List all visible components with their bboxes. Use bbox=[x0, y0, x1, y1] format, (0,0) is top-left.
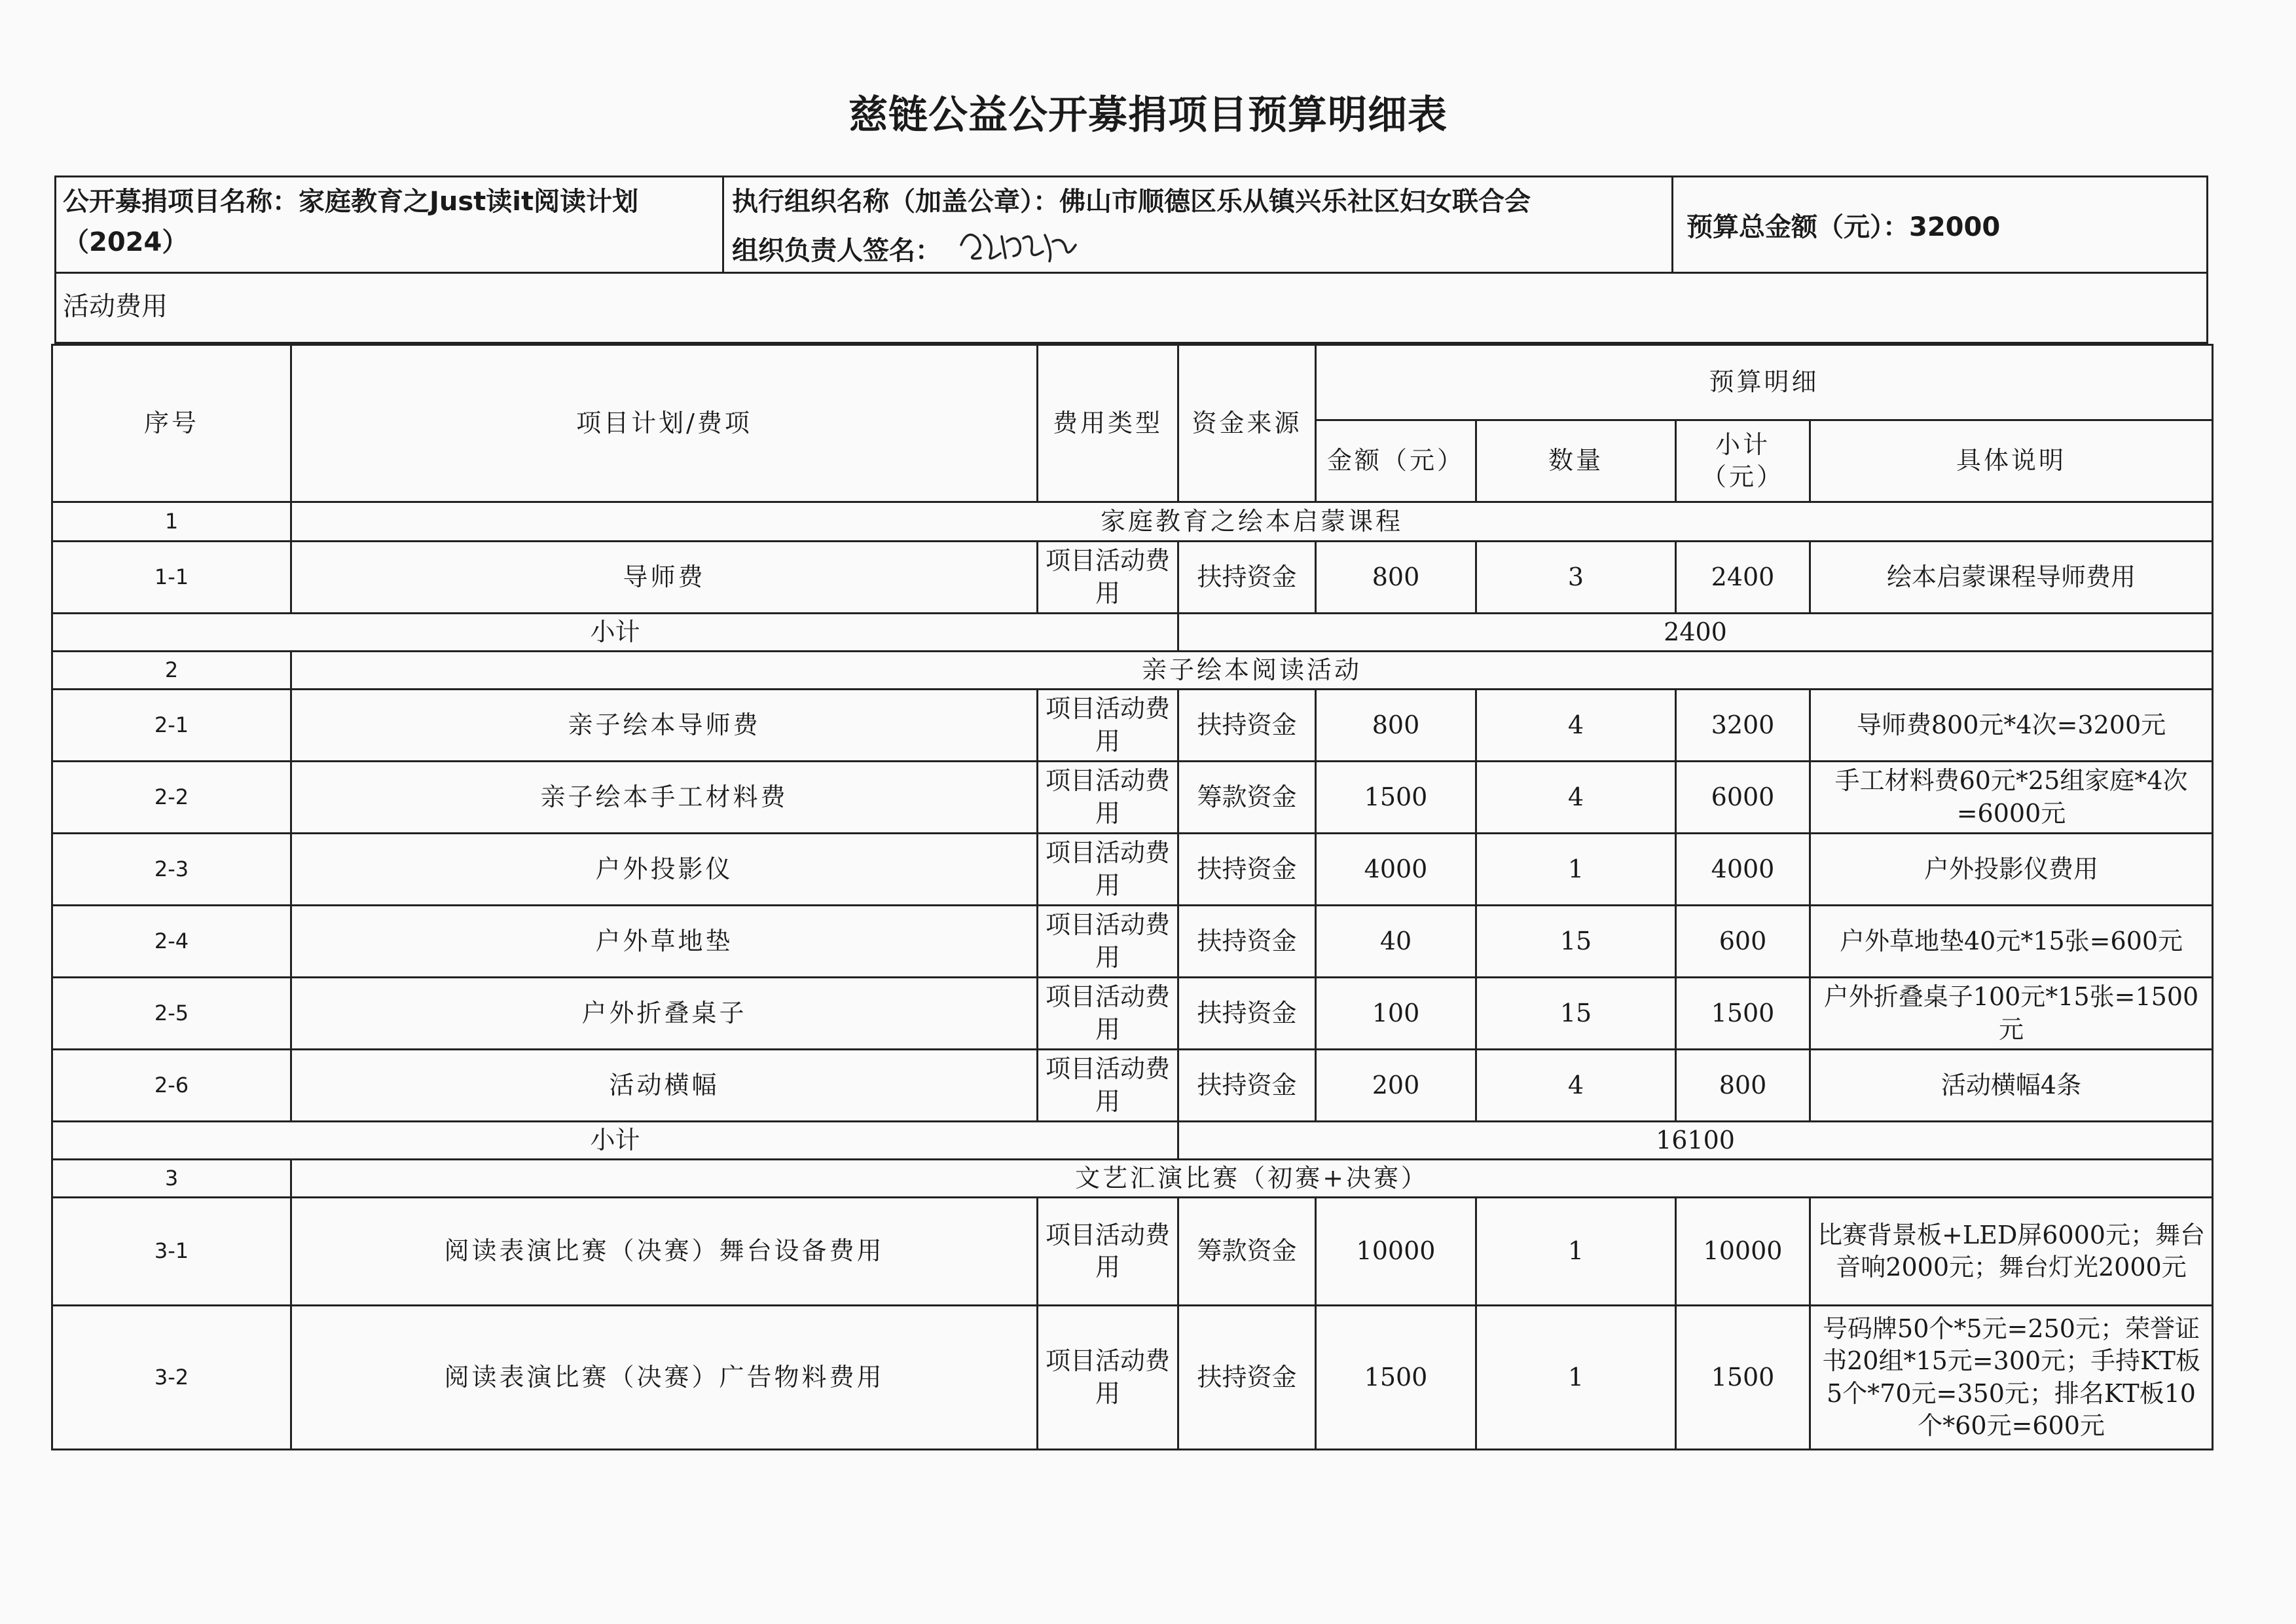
row-item: 户外草地垫 bbox=[291, 906, 1038, 978]
page-title: 慈链公益公开募捐项目预算明细表 bbox=[848, 92, 1448, 138]
row-amount: 1500 bbox=[1316, 1306, 1476, 1450]
row-seq: 3-1 bbox=[52, 1198, 291, 1306]
subtotal-value: 16100 bbox=[1178, 1122, 2213, 1160]
row-subtotal: 10000 bbox=[1676, 1198, 1810, 1306]
row-source: 扶持资金 bbox=[1178, 906, 1316, 978]
row-amount: 10000 bbox=[1316, 1198, 1476, 1306]
col-qty: 数量 bbox=[1476, 420, 1676, 502]
section-no: 1 bbox=[52, 502, 291, 542]
row-item: 阅读表演比赛（决赛）舞台设备费用 bbox=[291, 1198, 1038, 1306]
row-item: 户外投影仪 bbox=[291, 834, 1038, 906]
col-item: 项目计划/费项 bbox=[291, 345, 1038, 502]
header-row bbox=[52, 345, 2213, 420]
row-item: 导师费 bbox=[291, 542, 1038, 614]
row-subtotal: 1500 bbox=[1676, 1306, 1810, 1450]
row-explain: 导师费800元*4次=3200元 bbox=[1810, 690, 2213, 762]
table-row bbox=[52, 762, 2213, 834]
row-qty: 15 bbox=[1476, 978, 1676, 1050]
row-item: 活动横幅 bbox=[291, 1050, 1038, 1122]
table-row bbox=[52, 690, 2213, 762]
section-no: 2 bbox=[52, 652, 291, 690]
row-item: 亲子绘本导师费 bbox=[291, 690, 1038, 762]
row-amount: 200 bbox=[1316, 1050, 1476, 1122]
row-explain: 户外草地垫40元*15张=600元 bbox=[1810, 906, 2213, 978]
row-amount: 40 bbox=[1316, 906, 1476, 978]
subtotal-row bbox=[52, 614, 2213, 652]
row-subtotal: 6000 bbox=[1676, 762, 1810, 834]
row-type: 项目活动费用 bbox=[1038, 978, 1178, 1050]
row-explain: 号码牌50个*5元=250元；荣誉证书20组*15元=300元；手持KT板5个*70元=350元；排名KT板10个*60元=600元 bbox=[1810, 1306, 2213, 1450]
budget-total: 预算总金额（元）：32000 bbox=[1686, 212, 2001, 242]
table-row bbox=[52, 834, 2213, 906]
row-seq: 3-2 bbox=[52, 1306, 291, 1450]
row-source: 扶持资金 bbox=[1178, 978, 1316, 1050]
signer-row bbox=[732, 222, 1671, 280]
row-source: 扶持资金 bbox=[1178, 1050, 1316, 1122]
row-source: 扶持资金 bbox=[1178, 1306, 1316, 1450]
row-source: 筹款资金 bbox=[1178, 762, 1316, 834]
row-qty: 1 bbox=[1476, 1198, 1676, 1306]
row-explain: 活动横幅4条 bbox=[1810, 1050, 2213, 1122]
row-subtotal: 600 bbox=[1676, 906, 1810, 978]
subtotal-value: 2400 bbox=[1178, 614, 2213, 652]
col-seq: 序号 bbox=[52, 345, 291, 502]
row-subtotal: 2400 bbox=[1676, 542, 1810, 614]
col-source: 资金来源 bbox=[1178, 345, 1316, 502]
row-explain: 户外折叠桌子100元*15张=1500元 bbox=[1810, 978, 2213, 1050]
row-type: 项目活动费用 bbox=[1038, 1050, 1178, 1122]
col-subtotal: 小计（元） bbox=[1676, 420, 1810, 502]
section-row bbox=[52, 1160, 2213, 1198]
table-row bbox=[52, 542, 2213, 614]
col-explain: 具体说明 bbox=[1810, 420, 2213, 502]
section-no: 3 bbox=[52, 1160, 291, 1198]
row-explain: 绘本启蒙课程导师费用 bbox=[1810, 542, 2213, 614]
row-qty: 4 bbox=[1476, 1050, 1676, 1122]
org-cell bbox=[724, 177, 1673, 272]
row-explain: 户外投影仪费用 bbox=[1810, 834, 2213, 906]
row-type: 项目活动费用 bbox=[1038, 690, 1178, 762]
row-subtotal: 4000 bbox=[1676, 834, 1810, 906]
table-row bbox=[52, 1306, 2213, 1450]
project-name-cell bbox=[56, 177, 724, 272]
row-amount: 4000 bbox=[1316, 834, 1476, 906]
row-subtotal: 3200 bbox=[1676, 690, 1810, 762]
row-amount: 800 bbox=[1316, 542, 1476, 614]
subtotal-label: 小计 bbox=[52, 1122, 1178, 1160]
budget-table bbox=[51, 344, 2214, 1450]
row-qty: 4 bbox=[1476, 762, 1676, 834]
row-explain: 手工材料费60元*25组家庭*4次=6000元 bbox=[1810, 762, 2213, 834]
subtotal-label: 小计 bbox=[52, 614, 1178, 652]
row-type: 项目活动费用 bbox=[1038, 1306, 1178, 1450]
org-name: 执行组织名称（加盖公章）：佛山市顺德区乐从镇兴乐社区妇女联合会 bbox=[732, 187, 1531, 217]
row-seq: 2-5 bbox=[52, 978, 291, 1050]
project-name-line1: 公开募捐项目名称：家庭教育之Just读it阅读计划 bbox=[63, 187, 639, 217]
col-type: 费用类型 bbox=[1038, 345, 1178, 502]
row-source: 扶持资金 bbox=[1178, 690, 1316, 762]
row-seq: 2-6 bbox=[52, 1050, 291, 1122]
signature-image bbox=[955, 222, 1085, 280]
row-item: 亲子绘本手工材料费 bbox=[291, 762, 1038, 834]
row-seq: 2-3 bbox=[52, 834, 291, 906]
row-type: 项目活动费用 bbox=[1038, 906, 1178, 978]
signer-label: 组织负责人签名： bbox=[732, 236, 941, 266]
row-qty: 15 bbox=[1476, 906, 1676, 978]
row-qty: 1 bbox=[1476, 834, 1676, 906]
col-amount: 金额（元） bbox=[1316, 420, 1476, 502]
row-amount: 800 bbox=[1316, 690, 1476, 762]
table-row bbox=[52, 1198, 2213, 1306]
project-name-line2: （2024） bbox=[63, 227, 189, 257]
row-source: 筹款资金 bbox=[1178, 1198, 1316, 1306]
row-item: 户外折叠桌子 bbox=[291, 978, 1038, 1050]
section-name: 文艺汇演比赛（初赛+决赛） bbox=[291, 1160, 2213, 1198]
row-subtotal: 800 bbox=[1676, 1050, 1810, 1122]
row-seq: 2-1 bbox=[52, 690, 291, 762]
row-type: 项目活动费用 bbox=[1038, 1198, 1178, 1306]
budget-total-cell bbox=[1673, 177, 2210, 272]
row-qty: 4 bbox=[1476, 690, 1676, 762]
row-source: 扶持资金 bbox=[1178, 542, 1316, 614]
section-row bbox=[52, 652, 2213, 690]
row-amount: 1500 bbox=[1316, 762, 1476, 834]
row-type: 项目活动费用 bbox=[1038, 542, 1178, 614]
row-subtotal: 1500 bbox=[1676, 978, 1810, 1050]
section-name: 家庭教育之绘本启蒙课程 bbox=[291, 502, 2213, 542]
row-qty: 1 bbox=[1476, 1306, 1676, 1450]
row-type: 项目活动费用 bbox=[1038, 762, 1178, 834]
table-row bbox=[52, 978, 2213, 1050]
project-header bbox=[54, 175, 2208, 274]
table-row bbox=[52, 1050, 2213, 1122]
row-source: 扶持资金 bbox=[1178, 834, 1316, 906]
section-name: 亲子绘本阅读活动 bbox=[291, 652, 2213, 690]
col-budget-detail: 预算明细 bbox=[1316, 345, 2213, 420]
table-row bbox=[52, 906, 2213, 978]
row-amount: 100 bbox=[1316, 978, 1476, 1050]
row-seq: 2-4 bbox=[52, 906, 291, 978]
row-explain: 比赛背景板+LED屏6000元；舞台音响2000元；舞台灯光2000元 bbox=[1810, 1198, 2213, 1306]
row-seq: 2-2 bbox=[52, 762, 291, 834]
activity-label: 活动费用 bbox=[54, 274, 2208, 344]
section-row bbox=[52, 502, 2213, 542]
row-qty: 3 bbox=[1476, 542, 1676, 614]
row-item: 阅读表演比赛（决赛）广告物料费用 bbox=[291, 1306, 1038, 1450]
row-seq: 1-1 bbox=[52, 542, 291, 614]
subtotal-row bbox=[52, 1122, 2213, 1160]
row-type: 项目活动费用 bbox=[1038, 834, 1178, 906]
